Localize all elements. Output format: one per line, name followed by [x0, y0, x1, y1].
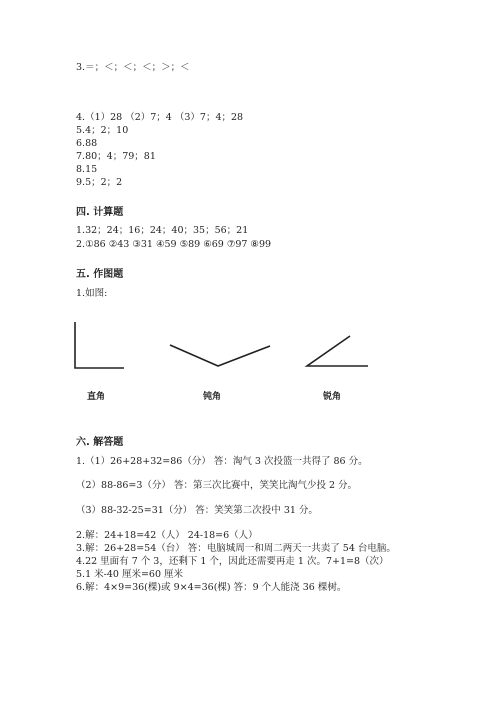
section6-q1c: （3）88-32-25=31（分） 答：笑笑第二次投中 31 分。: [76, 505, 318, 516]
right-angle-label: 直角: [87, 392, 106, 402]
section4-line1: 1.32；24；16；24；40；35；56；21: [76, 225, 249, 236]
answer-q9: 9.5；2；2: [76, 177, 123, 188]
acute-angle-label: 锐角: [323, 392, 342, 402]
obtuse-angle-label: 钝角: [203, 392, 222, 402]
answer-q7: 7.80；4；79；81: [76, 151, 156, 162]
answer-q5: 5.4；2；10: [76, 125, 129, 136]
section4-heading: 四. 计算题: [76, 207, 124, 218]
obtuse-angle-shape: [170, 345, 270, 366]
section6-q2: 2.解：24+18=42（人） 24-18=6（人）: [76, 530, 258, 541]
section6-q5: 5.1 米-40 厘米=60 厘米: [76, 569, 184, 580]
section6-heading: 六. 解答题: [76, 437, 124, 448]
section6-q3: 3.解：26+28=54（台） 答：电脑城周一和周二两天一共卖了 54 台电脑。: [76, 543, 396, 554]
acute-angle-shape: [307, 336, 368, 366]
section5-heading: 五. 作图题: [76, 269, 124, 280]
right-angle-shape: [75, 322, 124, 368]
answer-q4: 4.（1）28 （2）7；4 （3）7；4；28: [76, 112, 244, 123]
answer-q8: 8.15: [76, 164, 98, 175]
answer-q3: 3.＝；＜；＜；＜；＞；＜: [76, 62, 190, 73]
section6-q4: 4.22 里面有 7 个 3，还剩下 1 个，因此还需要再走 1 次。7+1=8（次）: [76, 556, 389, 567]
answer-q6: 6.88: [76, 138, 98, 149]
section6-q6: 6.解：4×9=36(棵)或 9×4=36(棵) 答：9 个人能浇 36 棵树。: [76, 582, 347, 593]
section6-q1a: 1.（1）26+28+32=86（分） 答：淘气 3 次投篮一共得了 86 分。: [76, 456, 368, 467]
section4-line2: 2.①86 ②43 ③31 ④59 ⑤89 ⑥69 ⑦97 ⑧99: [76, 239, 272, 250]
section5-intro: 1.如图:: [76, 288, 108, 299]
section6-q1b: （2）88-86=3（分） 答：第三次比赛中，笑笑比淘气少投 2 分。: [76, 480, 358, 491]
